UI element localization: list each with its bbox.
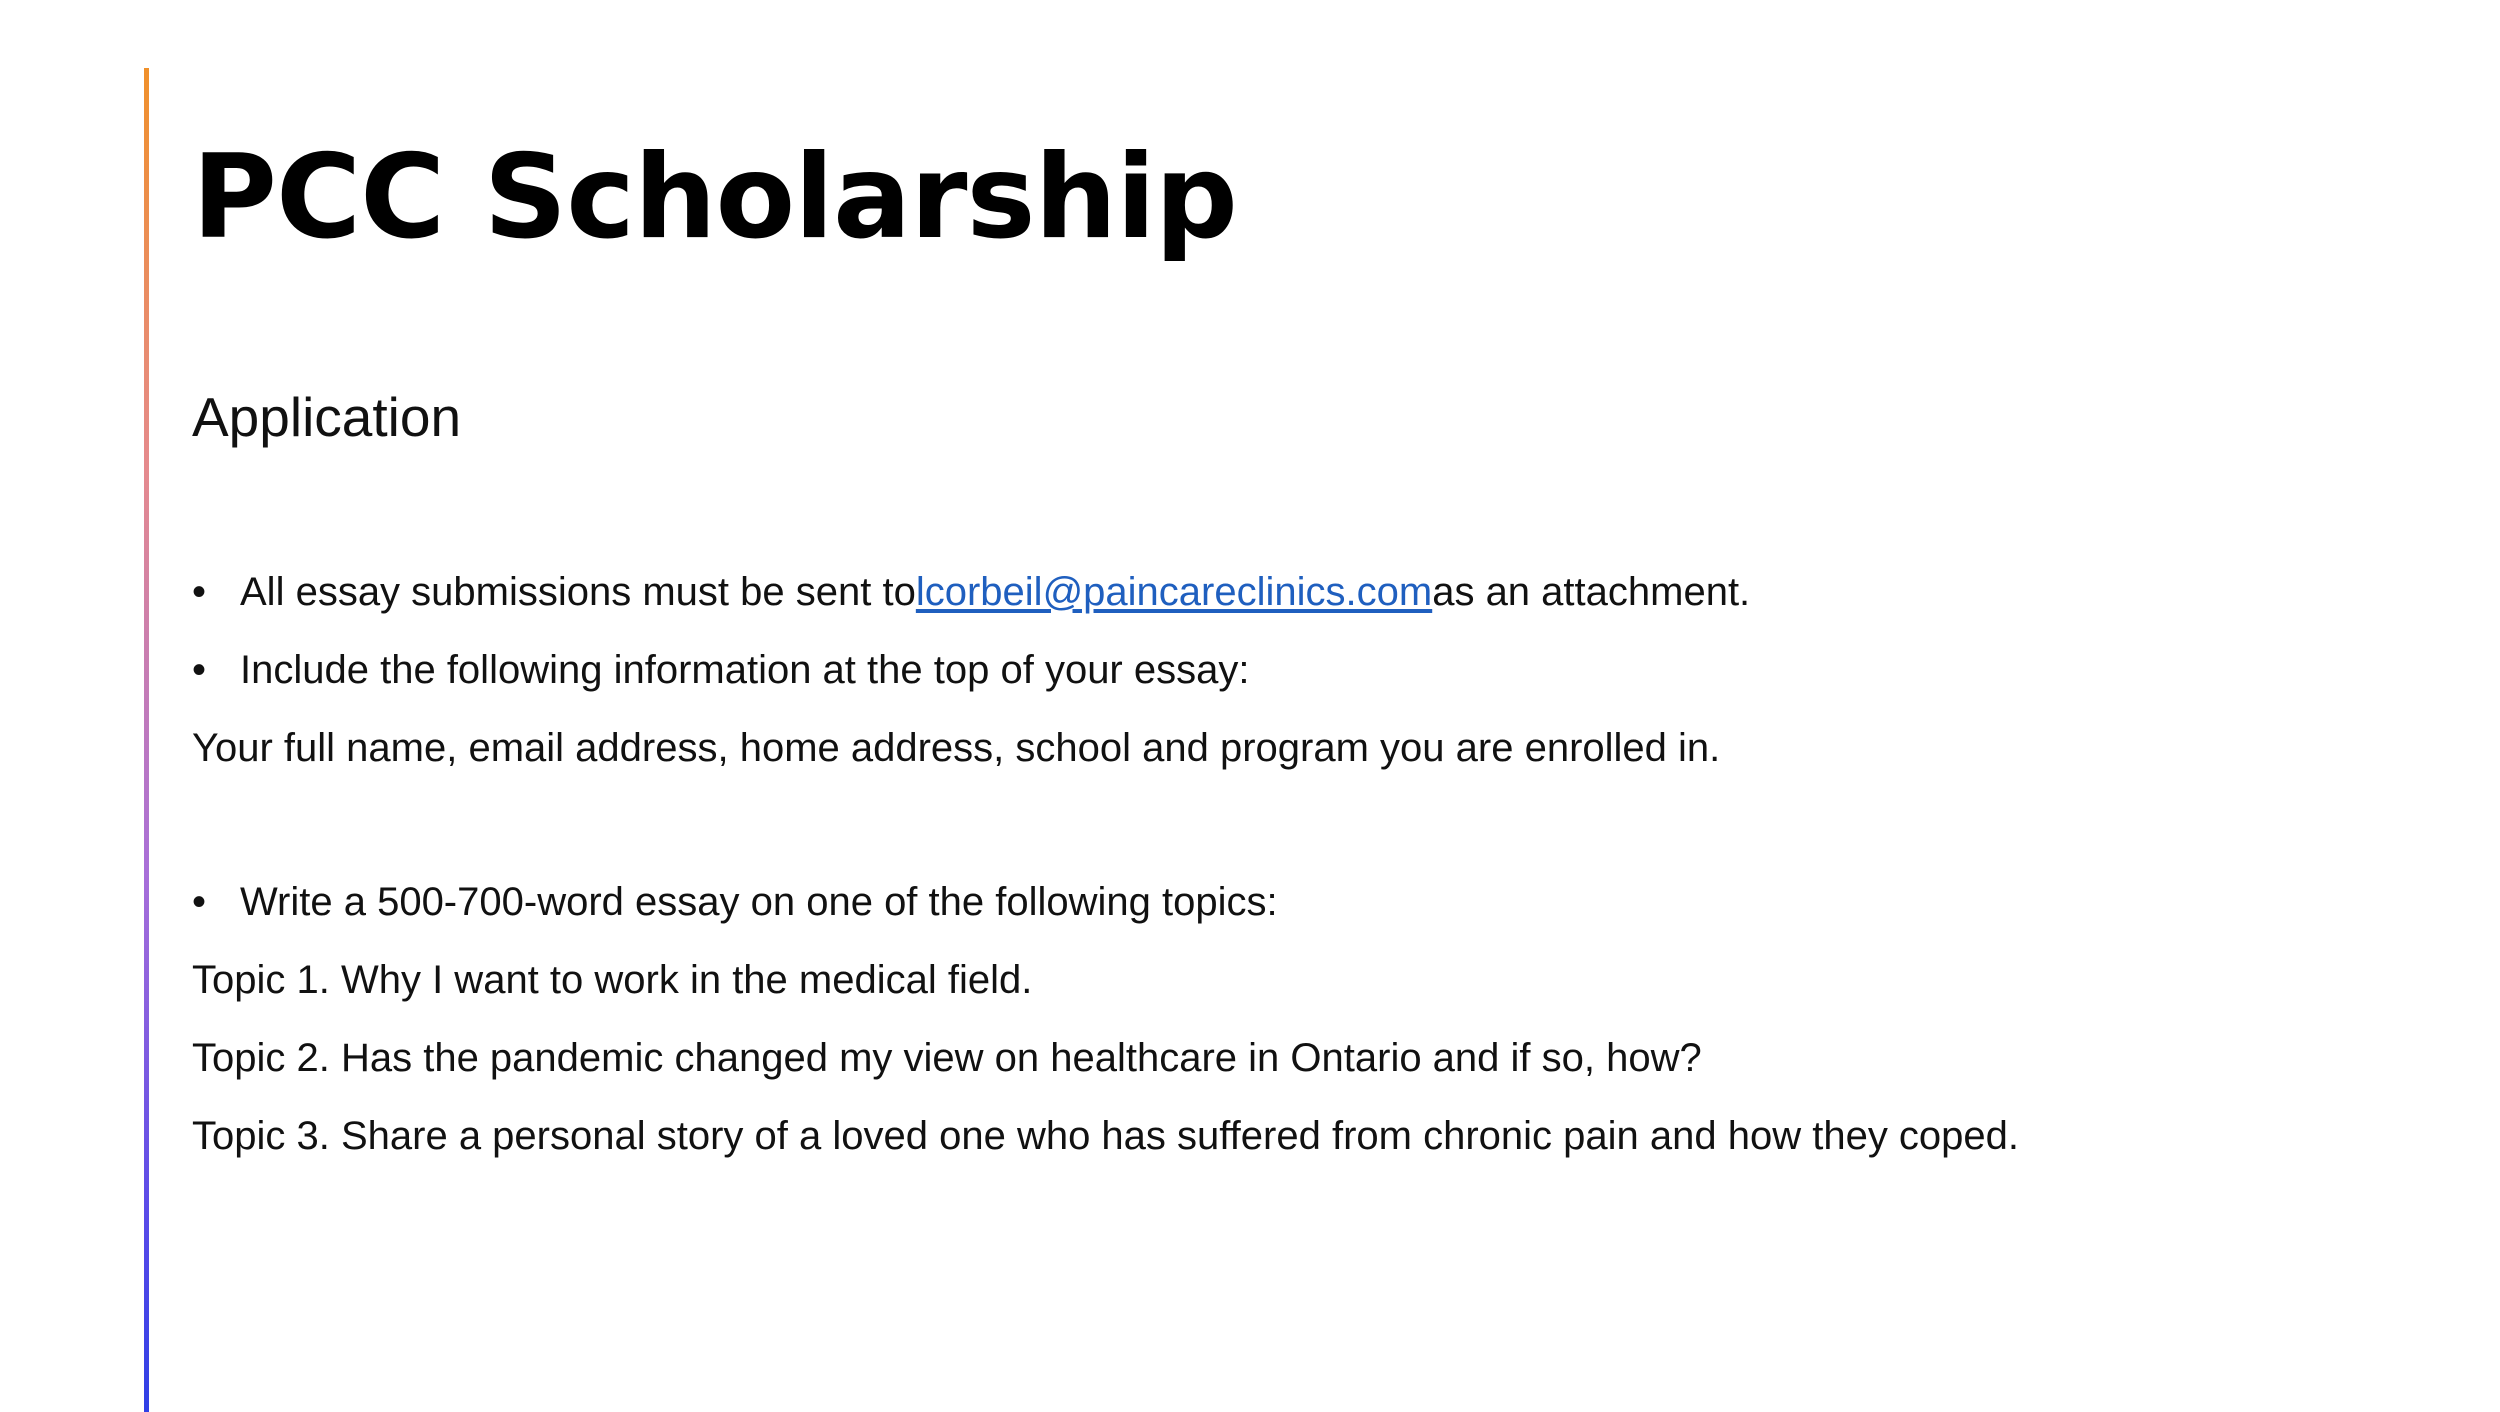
topic-2: Topic 2. Has the pandemic changed my view on healthcare in Ontario and if so, how? <box>192 1036 1702 1080</box>
topic-1: Topic 1. Why I want to work in the medical field. <box>192 958 1033 1002</box>
bullet-include-info <box>192 643 2442 697</box>
email-suffix-text: as an attachment. <box>1432 570 1751 614</box>
email-link[interactable]: lcorbeil@paincareclinics.com <box>915 570 1433 614</box>
bullet-marker: • <box>192 648 207 692</box>
topic-3: Topic 3. Share a personal story of a loved one who has suffered from chronic pain and how they coped. <box>192 1114 2020 1158</box>
slide-title: PCC Scholarship <box>192 130 1237 265</box>
info-details: Your full name, email address, home address, school and program you are enrolled in. <box>192 726 1721 770</box>
include-info-text: Include the following information at the top of your essay: <box>240 648 1250 692</box>
accent-bar <box>144 68 149 1412</box>
slide-body <box>192 565 2442 1187</box>
slide-subtitle: Application <box>192 386 462 448</box>
email-prefix-text: All essay submissions must be sent to <box>240 570 916 614</box>
bullet-essay <box>192 875 2442 929</box>
bullet-marker: • <box>192 570 207 614</box>
bullet-email <box>192 565 2442 619</box>
essay-instruction-text: Write a 500-700-word essay on one of the following topics: <box>240 880 1278 924</box>
bullet-marker: • <box>192 880 207 924</box>
